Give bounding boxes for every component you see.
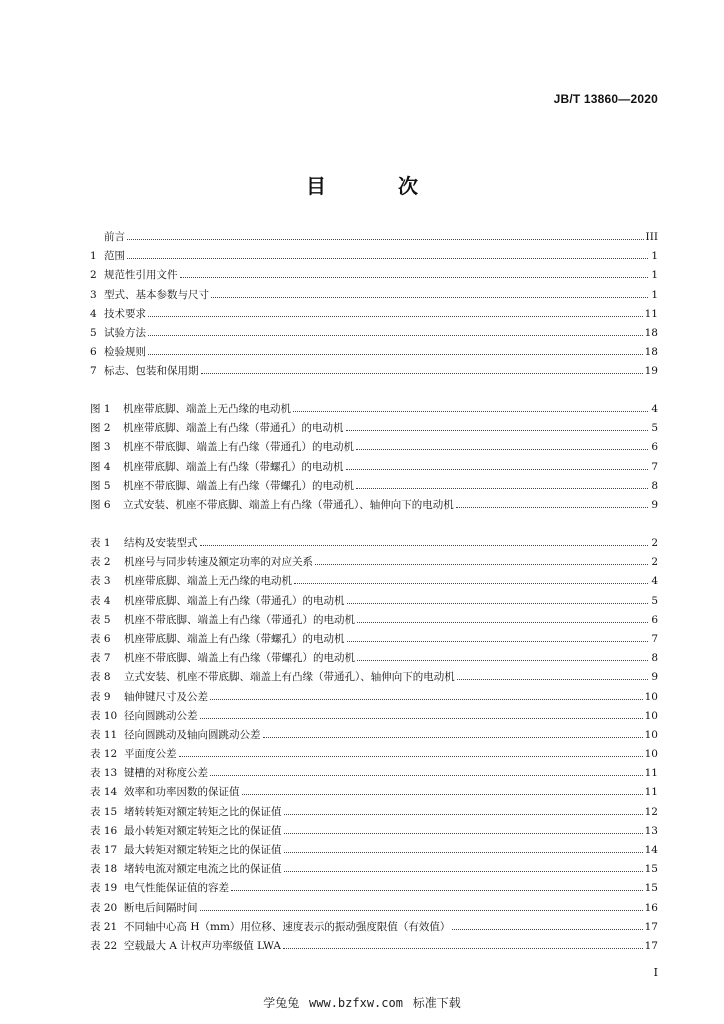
toc-table-entry[interactable] xyxy=(90,919,658,938)
toc-entry-label: 机座不带底脚、端盖上有凸缘（带螺孔）的电动机 xyxy=(124,652,355,665)
toc-entry-label: 机座带底脚、端盖上无凸缘的电动机 xyxy=(124,575,292,588)
toc-table-entry[interactable] xyxy=(90,900,658,919)
dot-leader xyxy=(210,698,643,700)
toc-entry-number: 图 3 xyxy=(90,441,111,454)
toc-entry-page: III xyxy=(645,231,658,243)
toc-figure-entry[interactable] xyxy=(90,401,658,420)
toc-table-entry[interactable] xyxy=(90,573,658,592)
dot-leader xyxy=(346,429,649,431)
toc-entry-page: 15 xyxy=(644,863,658,876)
toc-entry-number: 表 8 xyxy=(90,671,111,684)
dot-leader xyxy=(148,353,643,355)
toc-table-entry[interactable] xyxy=(90,535,658,554)
toc-table-entry[interactable] xyxy=(90,804,658,823)
toc-entry-number: 表 15 xyxy=(90,805,118,818)
dot-leader xyxy=(284,832,643,834)
toc-entry-page: 15 xyxy=(644,882,658,895)
toc-entry-number: 表 10 xyxy=(90,709,118,722)
toc-entry-number: 表 11 xyxy=(90,728,118,741)
toc-entry-page: 10 xyxy=(644,748,658,761)
toc-entry-label: 机座不带底脚、端盖上有凸缘（带螺孔）的电动机 xyxy=(123,479,354,492)
toc-main-list xyxy=(90,229,658,383)
toc-table-entry[interactable] xyxy=(90,689,658,708)
toc-entry-number: 表 22 xyxy=(90,939,118,952)
toc-table-entry[interactable] xyxy=(90,746,658,765)
toc-entry-number: 表 17 xyxy=(90,844,118,856)
toc-entry-number: 表 6 xyxy=(90,632,111,645)
toc-entry-number: 表 7 xyxy=(90,652,111,665)
toc-entry-label: 径向圆跳动公差 xyxy=(124,709,198,722)
toc-entry-page: 7 xyxy=(651,632,658,645)
toc-entry-label: 机座号与同步转速及额定功率的对应关系 xyxy=(124,556,313,569)
dot-leader xyxy=(180,276,649,278)
toc-figure-entry[interactable] xyxy=(90,439,658,458)
dot-leader xyxy=(457,678,648,680)
toc-entry-label: 最小转矩对额定转矩之比的保证值 xyxy=(124,824,282,837)
dot-leader xyxy=(242,793,643,795)
dot-leader xyxy=(294,582,648,584)
toc-table-entry[interactable] xyxy=(90,669,658,688)
toc-entry-label: 断电后间隔时间 xyxy=(124,901,198,914)
toc-entry-number: 图 5 xyxy=(90,479,111,492)
toc-entry-number: 图 6 xyxy=(90,498,111,511)
toc-entry-page: 4 xyxy=(651,403,658,415)
toc-entry-number: 3 xyxy=(90,288,97,301)
toc-entry-label: 平面度公差 xyxy=(124,748,177,761)
footer-slogan: 标准下载 xyxy=(412,996,461,1010)
toc-entry-label: 范围 xyxy=(104,250,125,263)
toc-entry-label: 立式安装、机座不带底脚、端盖上有凸缘（带通孔）、轴伸向下的电动机 xyxy=(123,498,454,511)
toc-entry-number: 表 5 xyxy=(90,613,111,626)
footer-url[interactable]: www.bzfxw.com xyxy=(309,996,403,1010)
page-number: I xyxy=(653,966,658,979)
toc-entry-page: 17 xyxy=(644,920,658,933)
toc-entry-label: 最大转矩对额定转矩之比的保证值 xyxy=(124,844,282,856)
toc-entry-label: 堵转转矩对额定转矩之比的保证值 xyxy=(124,805,282,818)
dot-leader xyxy=(347,602,649,604)
toc-entry-page: 10 xyxy=(644,709,658,722)
dot-leader xyxy=(148,334,643,336)
toc-entry-number: 6 xyxy=(90,346,97,359)
toc-entry-label: 机座带底脚、端盖上有凸缘（带螺孔）的电动机 xyxy=(124,632,345,645)
dot-leader xyxy=(315,563,648,565)
toc-entry-page: 5 xyxy=(651,594,658,607)
toc-entry-page: 1 xyxy=(651,250,658,263)
toc-entry-page: 11 xyxy=(644,307,658,320)
toc-entry-label: 机座带底脚、端盖上有凸缘（带螺孔）的电动机 xyxy=(123,460,344,473)
toc-entry[interactable] xyxy=(90,306,658,325)
toc-entry-number: 表 19 xyxy=(90,882,118,895)
toc-entry-number: 表 4 xyxy=(90,594,111,607)
toc-table-entry[interactable] xyxy=(90,765,658,784)
toc-entry-number: 表 1 xyxy=(90,537,111,549)
toc-entry-page: 5 xyxy=(651,422,658,435)
footer xyxy=(0,994,724,1011)
toc-entry-page: 6 xyxy=(651,613,658,626)
dot-leader xyxy=(284,870,643,872)
toc-entry-page: 8 xyxy=(651,479,658,492)
toc-entry-page: 4 xyxy=(651,575,658,588)
toc-entry-label: 轴伸键尺寸及公差 xyxy=(124,690,208,703)
toc-entry-number: 表 13 xyxy=(90,767,118,780)
dot-leader xyxy=(210,774,643,776)
toc-table-entry[interactable] xyxy=(90,612,658,631)
toc-table-entry[interactable] xyxy=(90,861,658,880)
toc-entry-number: 图 4 xyxy=(90,460,111,473)
toc-table-entry[interactable] xyxy=(90,631,658,650)
toc-entry-label: 机座带底脚、端盖上有凸缘（带通孔）的电动机 xyxy=(123,422,344,435)
toc-entry-page: 17 xyxy=(644,939,658,952)
toc-table-entry[interactable] xyxy=(90,554,658,573)
toc-figures-list xyxy=(90,401,658,516)
toc-entry-page: 16 xyxy=(644,901,658,914)
toc-figure-entry[interactable] xyxy=(90,497,658,516)
toc-entry-label: 规范性引用文件 xyxy=(104,269,178,282)
dot-leader xyxy=(200,544,649,546)
toc-entry-page: 13 xyxy=(644,824,658,837)
toc-entry-page: 19 xyxy=(644,365,658,378)
toc-entry-page: 2 xyxy=(651,537,658,549)
dot-leader xyxy=(201,372,643,374)
toc-table-entry[interactable] xyxy=(90,938,658,957)
dot-leader xyxy=(283,947,643,949)
toc-entry[interactable] xyxy=(90,363,658,382)
toc-entry-label: 立式安装、机座不带底脚、端盖上有凸缘（带通孔）、轴伸向下的电动机 xyxy=(124,671,455,684)
toc-entry-page: 18 xyxy=(644,326,658,339)
dot-leader xyxy=(347,640,649,642)
dot-leader xyxy=(284,851,643,853)
toc-entry-label: 效率和功率因数的保证值 xyxy=(124,786,240,799)
toc-entry[interactable] xyxy=(90,248,658,267)
toc-entry-number: 图 1 xyxy=(90,403,111,415)
toc-entry[interactable] xyxy=(90,325,658,344)
toc-entry-number: 4 xyxy=(90,307,97,320)
toc-entry-number: 7 xyxy=(90,365,97,378)
dot-leader xyxy=(284,813,643,815)
toc-entry-label: 试验方法 xyxy=(104,326,146,339)
dot-leader xyxy=(179,755,643,757)
toc-entry-number: 表 2 xyxy=(90,556,111,569)
dot-leader xyxy=(200,717,643,719)
toc-entry-number: 表 12 xyxy=(90,748,118,761)
toc-entry-label: 机座带底脚、端盖上无凸缘的电动机 xyxy=(123,403,291,415)
toc-entry-label: 结构及安装型式 xyxy=(124,537,198,549)
toc-entry-number: 5 xyxy=(90,326,97,339)
dot-leader xyxy=(456,506,648,508)
toc-entry-label: 电气性能保证值的容差 xyxy=(124,882,229,895)
toc-entry-number: 表 9 xyxy=(90,690,111,703)
dot-leader xyxy=(231,889,643,891)
toc-entry[interactable] xyxy=(90,344,658,363)
toc-entry-number: 表 14 xyxy=(90,786,118,799)
footer-site-name: 学兔兔 xyxy=(263,996,300,1010)
toc-entry-label: 技术要求 xyxy=(104,307,146,320)
toc-entry-label: 机座带底脚、端盖上有凸缘（带通孔）的电动机 xyxy=(124,594,345,607)
toc-entry-label: 标志、包装和保用期 xyxy=(104,365,199,378)
toc-entry-page: 1 xyxy=(651,269,658,282)
toc-entry-page: 10 xyxy=(644,728,658,741)
toc-entry-number: 表 3 xyxy=(90,575,111,588)
dot-leader xyxy=(357,659,648,661)
toc-entry-page: 1 xyxy=(651,288,658,301)
toc-entry-page: 14 xyxy=(644,844,658,856)
toc-entry[interactable] xyxy=(90,229,658,248)
dot-leader xyxy=(452,928,642,930)
toc-entry-page: 9 xyxy=(651,498,658,511)
dot-leader xyxy=(346,468,649,470)
toc-entry-number: 图 2 xyxy=(90,422,111,435)
dot-leader xyxy=(356,487,648,489)
page-title: 目 次 xyxy=(306,174,444,198)
toc-entry-label: 键槽的对称度公差 xyxy=(124,767,208,780)
dot-leader xyxy=(211,296,648,298)
toc-entry-label: 空载最大 A 计权声功率级值 LWA xyxy=(124,939,282,952)
toc-entry-page: 7 xyxy=(651,460,658,473)
toc-entry[interactable] xyxy=(90,287,658,306)
toc-entry-label: 前言 xyxy=(104,231,125,243)
toc-entry-page: 12 xyxy=(644,805,658,818)
toc-entry-label: 堵转电流对额定电流之比的保证值 xyxy=(124,863,282,876)
dot-leader xyxy=(293,410,648,412)
toc-entry-label: 机座不带底脚、端盖上有凸缘（带通孔）的电动机 xyxy=(123,441,354,454)
toc-tables-list xyxy=(90,535,658,957)
toc-table-entry[interactable] xyxy=(90,784,658,803)
dot-leader xyxy=(200,909,643,911)
toc-entry-label: 径向圆跳动及轴向圆跳动公差 xyxy=(124,728,261,741)
toc-entry[interactable] xyxy=(90,267,658,286)
toc-table-entry[interactable] xyxy=(90,650,658,669)
document-code: JB/T 13860—2020 xyxy=(553,92,658,106)
toc-table-entry[interactable] xyxy=(90,593,658,612)
toc-entry-page: 6 xyxy=(651,441,658,454)
toc-table-entry[interactable] xyxy=(90,823,658,842)
dot-leader xyxy=(127,238,644,240)
toc-entry-label: 机座不带底脚、端盖上有凸缘（带通孔）的电动机 xyxy=(124,613,355,626)
toc-entry-number: 表 21 xyxy=(90,920,118,933)
toc-entry-label: 型式、基本参数与尺寸 xyxy=(104,288,209,301)
toc-entry-number: 2 xyxy=(90,269,97,282)
toc-entry-page: 18 xyxy=(644,346,658,359)
toc-entry-label: 不同轴中心高 H（mm）用位移、速度表示的振动强度限值（有效值） xyxy=(124,920,451,933)
toc-entry-number: 表 20 xyxy=(90,901,118,914)
toc-table-entry[interactable] xyxy=(90,708,658,727)
toc-entry-number: 表 16 xyxy=(90,824,118,837)
toc-figure-entry[interactable] xyxy=(90,478,658,497)
toc-entry-label: 检验规则 xyxy=(104,346,146,359)
toc-entry-number: 表 18 xyxy=(90,863,118,876)
dot-leader xyxy=(356,448,648,450)
toc-table-entry[interactable] xyxy=(90,880,658,899)
dot-leader xyxy=(357,621,648,623)
toc-figure-entry[interactable] xyxy=(90,420,658,439)
toc-entry-page: 2 xyxy=(651,556,658,569)
toc-entry-page: 11 xyxy=(644,786,658,799)
dot-leader xyxy=(148,315,643,317)
toc-table-entry[interactable] xyxy=(90,727,658,746)
toc-entry-number: 1 xyxy=(90,250,97,263)
dot-leader xyxy=(263,736,643,738)
toc-entry-page: 8 xyxy=(651,652,658,665)
toc-table-entry[interactable] xyxy=(90,842,658,861)
toc-entry-page: 9 xyxy=(651,671,658,684)
toc-figure-entry[interactable] xyxy=(90,459,658,478)
dot-leader xyxy=(127,257,648,259)
toc-entry-page: 11 xyxy=(644,767,658,780)
toc-entry-page: 10 xyxy=(644,690,658,703)
